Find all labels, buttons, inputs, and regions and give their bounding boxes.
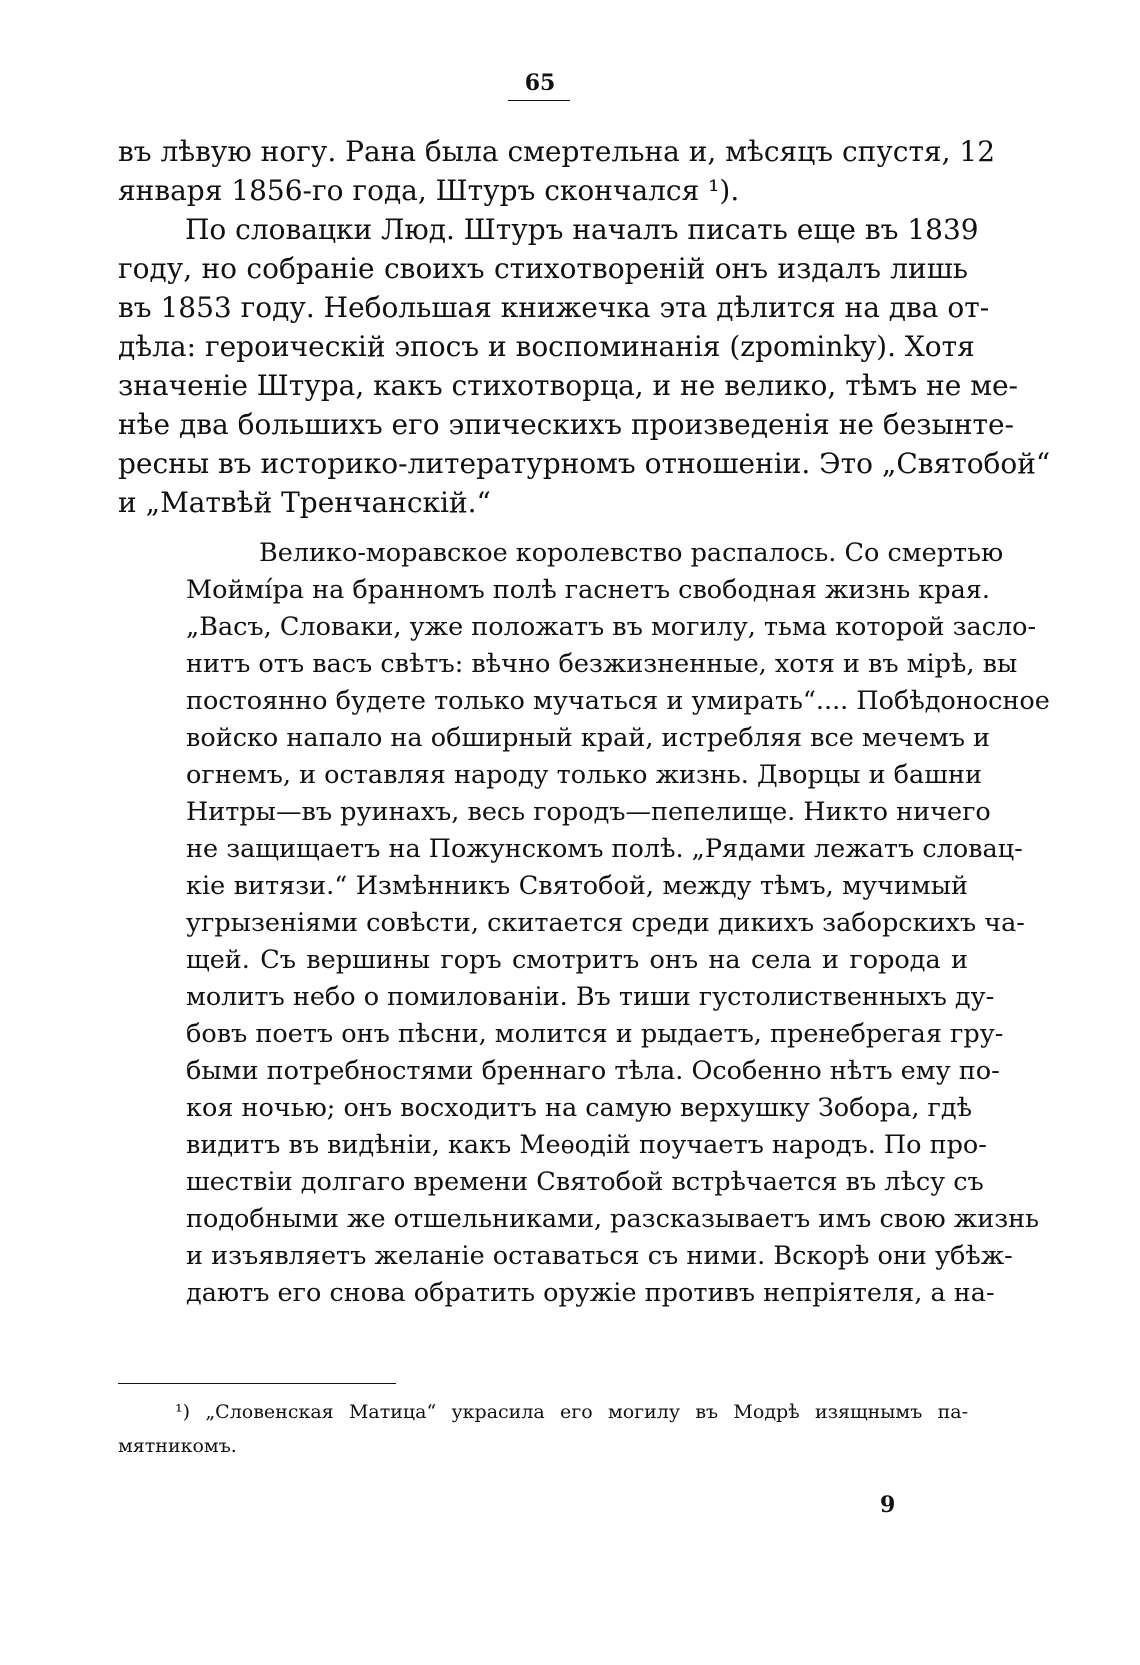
quote-line: Велико-моравское королевство распалось. Со смертью [259, 538, 1004, 568]
body-line: значеніе Штура, какъ стихотворца, и не велико, тѣмъ не ме- [118, 369, 1019, 402]
quote-line: огнемъ, и оставляя народу только жизнь. Дворцы и башни [186, 760, 982, 790]
quote-line: Нитры—въ руинахъ, весь городъ—пепелище. Никто ничего [186, 797, 991, 827]
body-line: нѣе два большихъ его эпическихъ произведенія не безынте- [118, 408, 1014, 441]
quote-line: не защищаетъ на Пожунскомъ полѣ. „Рядами лежатъ словац- [186, 834, 1023, 864]
quote-line: нитъ отъ васъ свѣтъ: вѣчно безжизненные, хотя и въ мірѣ, вы [186, 649, 1018, 679]
quote-line: Моймíра на бранномъ полѣ гаснетъ свободная жизнь края. [186, 575, 990, 605]
body-line: и „Матвѣй Тренчанскій.“ [118, 486, 491, 519]
quote-line: угрызеніями совѣсти, скитается среди дикихъ заборскихъ ча- [186, 908, 1025, 938]
quote-line: постоянно будете только мучаться и умирать“.... Побѣдоносное [186, 686, 1050, 716]
footnote-rule [118, 1383, 396, 1384]
quote-line: видитъ въ видѣніи, какъ Меѳодій поучаетъ народъ. По про- [186, 1130, 987, 1160]
quote-line: войско напало на обширный край, истребляя все мечемъ и [186, 723, 991, 753]
footnote-line: мятникомъ. [118, 1435, 237, 1457]
quote-line: шествіи долгаго времени Святобой встрѣчается въ лѣсу съ [186, 1167, 984, 1197]
quote-line: даютъ его снова обратить оружіе противъ непріятеля, а на- [186, 1278, 995, 1308]
body-line: въ лѣвую ногу. Рана была смертельна и, мѣсяцъ спустя, 12 [118, 135, 996, 168]
quote-line: подобными же отшельниками, разсказываетъ имъ свою жизнь [186, 1204, 1039, 1234]
body-line: въ 1853 году. Небольшая книжечка эта дѣлится на два от- [118, 291, 990, 324]
body-line: ресны въ историко-литературномъ отношеніи. Это „Святобой“ [118, 447, 1051, 480]
footnote-line: ¹) „Словенская Матица“ украсила его могилу въ Модрѣ изящнымъ па- [175, 1401, 968, 1423]
signature-mark: 9 [880, 1492, 896, 1518]
quote-line: и изъявляетъ желаніе оставаться съ ними. Вскорѣ они убѣж- [186, 1241, 1013, 1271]
body-line: году, но собраніе своихъ стихотвореній онъ издалъ лишь [118, 252, 968, 285]
page-number-rule [508, 100, 570, 101]
body-line: дѣла: героическій эпосъ и воспоминанія (zpominky). Хотя [118, 330, 975, 363]
body-line: По словацки Люд. Штуръ началъ писать еще въ 1839 [185, 213, 979, 246]
quote-line: кіе витязи.“ Измѣнникъ Святобой, между тѣмъ, мучимый [186, 871, 968, 901]
quote-line: быми потребностями бреннаго тѣла. Особенно нѣтъ ему по- [186, 1056, 1000, 1086]
quote-line: молитъ небо о помилованіи. Въ тиши густолиственныхъ ду- [186, 982, 995, 1012]
page-number: 65 [524, 70, 556, 96]
quote-line: бовъ поетъ онъ пѣсни, молится и рыдаетъ, пренебрегая гру- [186, 1019, 1004, 1049]
quote-line: коя ночью; онъ восходитъ на самую верхушку Зобора, гдѣ [186, 1093, 972, 1123]
body-line: января 1856-го года, Штуръ скончался ¹). [118, 174, 740, 207]
quote-line: щей. Съ вершины горъ смотритъ онъ на села и города и [186, 945, 968, 975]
quote-line: „Васъ, Словаки, уже положатъ въ могилу, тьма которой засло- [186, 612, 1037, 642]
